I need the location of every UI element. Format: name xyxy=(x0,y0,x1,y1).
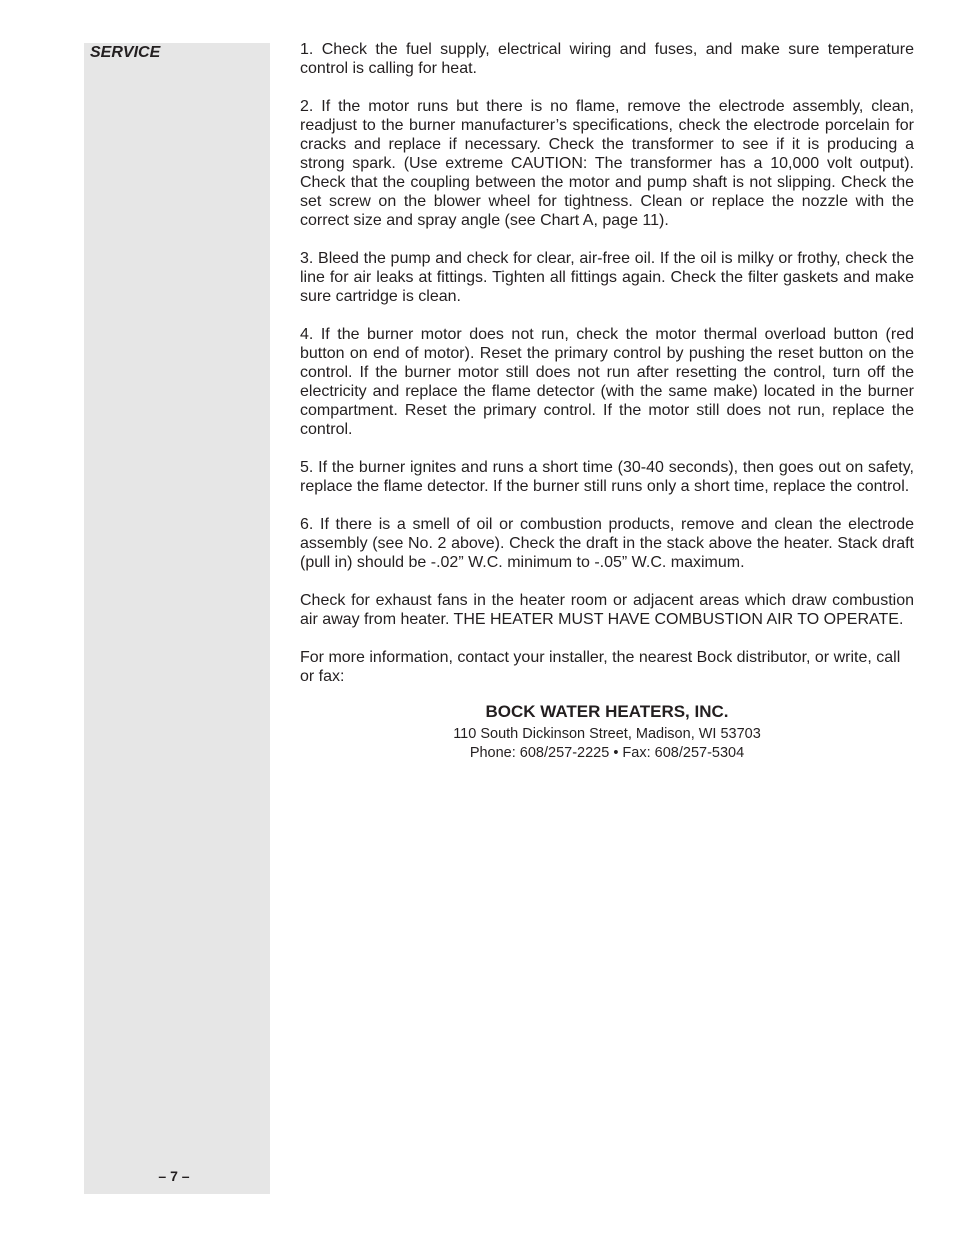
service-step-1: 1. Check the fuel supply, electrical wiring and fuses, and make sure temperature control is calling for heat. xyxy=(300,41,914,77)
service-step-4: 4. If the burner motor does not run, check the motor thermal overload button (red button on end of motor). Reset the primary control by pushing the reset button on the control. If the burner motor still does not run after resetting the control, turn off the electricity and replace the flame detector (with the same make) located in the burner compartment. Reset the primary control. If the motor still does not run, replace the control. xyxy=(300,326,914,438)
exhaust-fan-note: Check for exhaust fans in the heater room or adjacent areas which draw combustion air away from heater. THE HEATER MUST HAVE COMBUSTION AIR TO OPERATE. xyxy=(300,592,914,628)
service-step-6: 6. If there is a smell of oil or combustion products, remove and clean the electrode assembly (see No. 2 above). Check the draft in the stack above the heater. Stack draft (pull in) should be -.02” W.C. minimum to -.05” W.C. maximum. xyxy=(300,516,914,571)
more-info-paragraph: For more information, contact your installer, the nearest Bock distributor, or write, call or fax: xyxy=(300,649,901,685)
main-content xyxy=(300,40,914,763)
company-phone-fax: Phone: 608/257-2225 • Fax: 608/257-5304 xyxy=(469,745,745,761)
page-number: – 7 – xyxy=(158,1168,190,1184)
company-name: BOCK WATER HEATERS, INC. xyxy=(485,702,729,721)
service-step-5: 5. If the burner ignites and runs a short time (30-40 seconds), then goes out on safety, replace the flame detector. If the burner still runs only a short time, replace the control. xyxy=(300,459,914,495)
service-step-2: 2. If the motor runs but there is no flame, remove the electrode assembly, clean, readjust to the burner manufacturer’s specifications, check the electrode porcelain for cracks and replace if necessary. Check the transformer to see if it is producing a strong spark. (Use extreme CAUTION: The transformer has a 10,000 volt output). Check that the coupling between the motor and pump shaft is not slipping. Check the set screw on the blower wheel for tightness. Clean or replace the nozzle with the correct size and spray angle (see Chart A, page 11). xyxy=(300,98,914,229)
contact-block xyxy=(300,701,914,763)
company-address: 110 South Dickinson Street, Madison, WI 53703 xyxy=(453,726,761,742)
service-step-3: 3. Bleed the pump and check for clear, air-free oil. If the oil is milky or frothy, check the line for air leaks at fittings. Tighten all fittings again. Check the filter gaskets and make sure cartridge is clean. xyxy=(300,250,914,305)
sidebar xyxy=(84,43,270,1194)
section-label: SERVICE xyxy=(90,44,161,61)
